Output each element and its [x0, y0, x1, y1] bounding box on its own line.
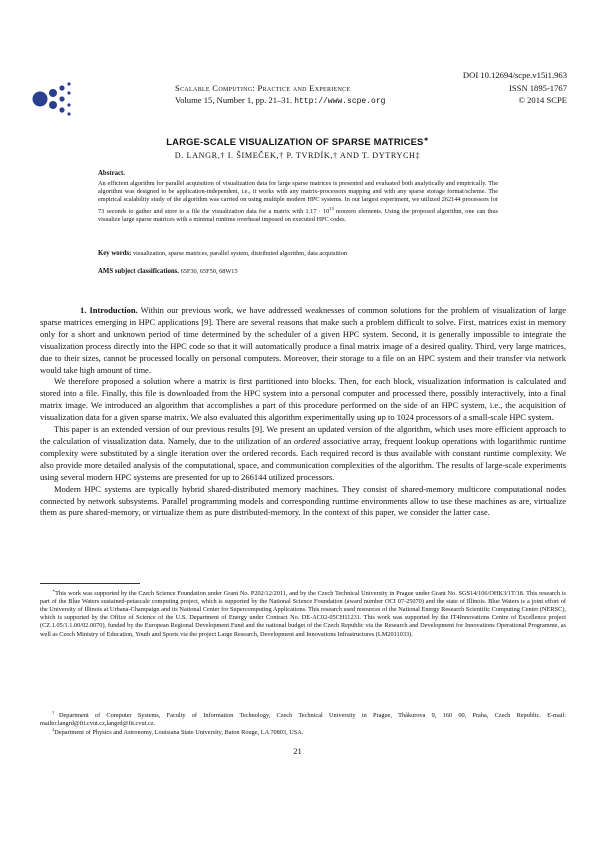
footnote-1-text: This work was supported by the Czech Science Foundation under Grant No. P202/12/2011, and by the Czech Technical University in Prague under Grant No. SGS14/106/OHK3/1T/18. This research is part of the Blue Waters sustained-petascale computing project, which is supported by the National Science Foundation (award number OCI 07-25070) and the state of Illinois. Blue Waters is a joint effort of the University of Illinois at Urbana-Champaign and its National Center for Supercomputing Applications. This research used resources of the National Energy Research Scientific Computing Center (NERSC), which is supported by the Office of Science of the U.S. Department of Energy under Contract No. DE-AC02-05CH11231. This work was supported by the IT4Innovations Centre of Excellence project (CZ.1.05/1.1.00/02.0070), funded by the European Regional Development Fund and the national budget of the Czech Republic via the Research and Development for Innovations Operational Programme, as well as Czech Ministry of Education, Youth and Sports via the project Large Research, Development and Innovations Infrastructures (LM2011033).: [40, 590, 566, 638]
title-footnote-mark: ∗: [423, 137, 429, 143]
abstract-text-b: nonzero elements. Using the proposed algorithm, one can thus visualize large sparse matrices with a minimal runtime overhead imposed on executed HPC codes.: [98, 207, 498, 223]
abstract-heading: Abstract.: [98, 170, 125, 177]
keywords: [98, 250, 498, 258]
footnote-2-mark: †: [52, 710, 59, 715]
paragraph-1-text: Within our previous work, we have addressed weaknesses of common solutions for the problem of visualization of large sparse matrices emerging in HPC applications [9]. There are several reasons that make such a problem difficult to solve. First, matrices exist in memory only for a short and unknown period of time determined by the scheduler of a given HPC system. Second, it is generally impossible to integrate the visualization process directly into the HPC code so that it will automatically produce a final matrix image of a desired quality. Third, very large matrices, due to their sizes, cannot be processed locally on personal computers. Moreover, their storage to a file on an HPC system and their transfer via network would take high amount of time.: [40, 305, 566, 375]
section-introduction: [40, 305, 566, 519]
paragraph-3-text-b: associative array, frequent lookup operations with logarithmic runtime complexity were substituted by a single iteration over the ordered records. Each required record is thus available with constant runtime complexity. We also provide more detailed analysis of the computational, space, and communication complexities of the algorithm. The results of large-scale experiments using several modern HPC systems are presented for up to 266144 utilized processors.: [40, 435, 566, 482]
volume-text: Volume 15, Number 1, pp. 21–31.: [175, 95, 293, 105]
ams-classification: [98, 268, 498, 276]
ams-text: 65F30, 65F50, 68W15: [180, 268, 238, 275]
volume-header-row: [175, 95, 567, 106]
journal-header-row: [175, 83, 567, 93]
abstract-exponent: 13: [329, 205, 334, 211]
footnote-rule: [40, 583, 140, 584]
paragraph-3: [40, 424, 566, 484]
footnote-3-mark: ‡: [52, 727, 55, 732]
keywords-label: Key words:: [98, 250, 132, 257]
footnote-affiliation-lsu: [40, 726, 566, 737]
journal-logo-icon: [30, 78, 92, 120]
journal-url-link[interactable]: http://www.scpe.org: [294, 97, 386, 106]
ams-label: AMS subject classifications.: [98, 268, 179, 275]
page-number: 21: [293, 746, 302, 756]
paragraph-1: [40, 305, 566, 376]
doi-line: DOI 10.12694/scpe.v15i1.963: [462, 70, 567, 80]
keywords-text: visualization, sparse matrices, parallel system, distributed algorithm, data acquisition: [133, 250, 348, 257]
footnote-funding: [40, 587, 566, 639]
volume-info: [175, 95, 385, 106]
paragraph-3-emphasis: ordered: [293, 435, 321, 446]
authors: D. LANGR,† I. ŠIMEČEK,† P. TVRDÍK,† AND T. DYTRYCH‡: [174, 151, 421, 160]
footnote-1-mark: ∗: [52, 588, 56, 593]
paragraph-3-text-a: This paper is an extended version of our previous results [9]. We present an updated version of the algorithm, which uses more efficient approach to the calculation of visualization data. Namely, due to the utilization of an: [40, 424, 566, 446]
journal-name: Scalable Computing: Practice and Experience: [175, 83, 351, 93]
paragraph-2: We therefore proposed a solution where a matrix is first partitioned into blocks. Then, for each block, visualization information is calculated and stored into a file. Finally, this file is downloaded from the HPC system into a personal computer and processed there, possibly interactively, into a final matrix image. We introduced an algorithm that accomplishes a part of this procedure performed on the side of an HPC system, i.e., the acquisition of visualization data for a given sparse matrix. We also evaluated this algorithm experimentally using up to 1024 processors of a small-scale HPC system.: [40, 376, 566, 423]
footnote-2-text: Department of Computer Systems, Faculty of Information Technology, Czech Technical University in Prague, Thákurova 9, 160 00, Praha, Czech Republic. E-mail: mailto:langrd@fit.cvut.cz,langrd@fit.cvut.cz.: [40, 712, 566, 728]
paper-title: [40, 136, 555, 147]
issn: ISSN 1895-1767: [508, 83, 567, 93]
title-text: LARGE-SCALE VISUALIZATION OF SPARSE MATRICES: [166, 136, 424, 148]
section-title: 1. Introduction.: [80, 305, 138, 315]
abstract-text-a: An efficient algorithm for parallel acquisition of visualization data for large sparse matrices is presented and evaluated both analytically and empirically. The algorithm was designed to be application-independent, i.e., it works with any matrix-processors mapping and with any sparse storage format/scheme. The empirical scalability study of the algorithm was carried on using multiple modern HPC systems. In our largest experiment, we utilized 262144 processors for 73 seconds to gather and store to a file the visualization data for a matrix with 1.17 · 10: [98, 180, 498, 215]
copyright: © 2014 SCPE: [518, 95, 567, 105]
abstract-body: [98, 180, 498, 224]
paragraph-4: Modern HPC systems are typically hybrid shared-distributed memory machines. They consist of shared-memory multicore computational nodes connected by network subsystems. Parallel programming models and corresponding runtime environments allow to use these machines as are, virtualize them as pure shared-memory, or virtualize them as pure distributed-memory. In the context of this paper, we consider the latter case.: [40, 483, 566, 518]
footnote-3-text: Department of Physics and Astronomy, Louisiana State University, Baton Rouge, LA 70803, USA.: [54, 729, 304, 737]
